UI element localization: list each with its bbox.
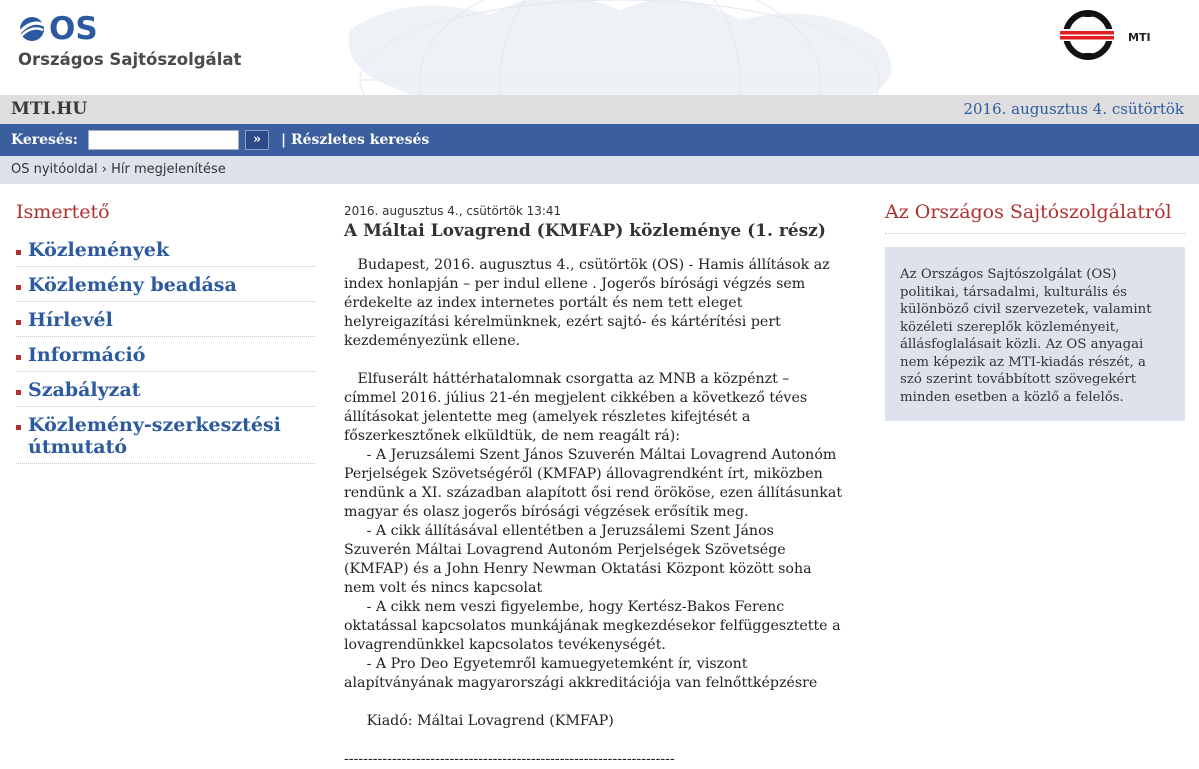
os-logo[interactable] (17, 13, 98, 45)
sidebar-item-label[interactable]: Közlemény beadása (28, 274, 237, 296)
about-text: Az Országos Sajtószolgálat (OS) politikai, társadalmi, kulturális és különböző civil szervezetek, valamint közéleti szereplők közleményeit, állásfoglalásait közli. Az OS anyagai nem képezik az MTI-kiadás részét, a szó szerint továbbított szövegekért minden esetben a közlő a felelős. (900, 267, 1152, 405)
right-sidebar (870, 184, 1199, 747)
article-paragraph: - A Pro Deo Egyetemről kamuegyetemként ír, viszont alapítványának magyarországi akkreditációja van felnőttképzésre (344, 656, 818, 691)
mti-logo-text: MTI (1128, 30, 1151, 44)
article-datetime: 2016. augusztus 4., csütörtök 13:41 (344, 204, 562, 218)
mti-emblem-icon (1058, 7, 1126, 63)
breadcrumb-home-link[interactable]: OS nyitóoldal (11, 162, 98, 177)
about-box (885, 247, 1185, 421)
article-paragraph: Elfuserált háttérhatalomnak csorgatta az MNB a közpénzt – címmel 2016. július 21-én megjelent cikkében a következő téves állításokat jelentette meg (amelyek részletes kifejtését a főszerkesztőnek elküldtük, de nem reagált rá): (344, 371, 812, 444)
article-paragraph: - A cikk állításával ellentétben a Jeruzsálemi Szent János Szuverén Máltai Lovagrend Autonóm Perjelségek Szövetsége (KMFAP) és a John Henry Newman Oktatási Központ között soha nem volt és nincs kapcsolat (344, 523, 817, 596)
os-swoosh-icon (17, 15, 47, 43)
article-column (326, 184, 870, 767)
current-date: 2016. augusztus 4. csütörtök (963, 100, 1184, 118)
sidebar-item-szabalyzat[interactable] (16, 376, 315, 407)
article-paragraph: - A Jeruzsálemi Szent János Szuverén Máltai Lovagrend Autonóm Perjelségek Szövetségéről (KMFAP) állovagrendként írt, miközben rendünk a XI. században alapított ősi rend örököse, ezen állításunkat magyar és olasz jogerős bírósági végzések erősítik meg. (344, 447, 847, 520)
article-paragraph: Budapest, 2016. augusztus 4., csütörtök (OS) - Hamis állítások az index honlapján – per indul ellene . Jogerős bírósági végzés sem érdekelte az index internetes portált és nem tett eleget helyreigazítási kérelmünknek, ezért sajtó- és kártérítési pert kezdeményezünk ellene. (344, 257, 835, 349)
mti-hu-link[interactable]: MTI.HU (11, 99, 88, 119)
about-divider (885, 233, 1185, 234)
sidebar-item-label[interactable]: Információ (28, 344, 146, 366)
sidebar-item-hirlevel[interactable] (16, 306, 315, 337)
bullet-icon (16, 320, 21, 325)
mti-logo[interactable] (1058, 7, 1151, 63)
sidebar-item-kozlemenyek[interactable] (16, 236, 315, 267)
advanced-search-link[interactable]: | Részletes keresés (281, 132, 430, 148)
article-publisher: Kiadó: Máltai Lovagrend (KMFAP) (344, 713, 614, 729)
article-title: A Máltai Lovagrend (KMFAP) közleménye (1. rész) (344, 221, 826, 241)
sidebar-item-label[interactable]: Szabályzat (28, 379, 141, 401)
sidebar-item-label[interactable]: Közlemény-szerkesztési útmutató (28, 414, 281, 458)
article-paragraph: - A cikk nem veszi figyelembe, hogy Kertész-Bakos Ferenc oktatással kapcsolatos munkájának megkezdésekor felfüggesztette a lovagrendünkkel kapcsolatos tevékenységét. (344, 599, 846, 653)
bullet-icon (16, 285, 21, 290)
sidebar-nav (16, 236, 315, 468)
site-title: Országos Sajtószolgálat (18, 50, 242, 69)
os-logo-text: OS (49, 11, 98, 47)
breadcrumb-current: Hír megjelenítése (111, 162, 226, 177)
sidebar-item-kozlemeny-beadasa[interactable] (16, 271, 315, 302)
search-bar (0, 124, 1199, 156)
left-sidebar (0, 184, 326, 747)
bullet-icon (16, 250, 21, 255)
search-input[interactable] (88, 130, 239, 150)
top-bar (0, 95, 1199, 124)
bullet-icon (16, 425, 21, 430)
search-label: Keresés: (11, 132, 78, 148)
site-header (0, 0, 1199, 95)
sidebar-heading: Ismertető (16, 201, 110, 223)
bullet-icon (16, 355, 21, 360)
sidebar-item-label[interactable]: Hírlevél (28, 309, 113, 331)
article-body (344, 256, 847, 769)
sidebar-item-informacio[interactable] (16, 341, 315, 372)
breadcrumb (0, 156, 1199, 184)
sidebar-item-label[interactable]: Közlemények (28, 239, 170, 261)
search-submit-button[interactable]: » (245, 130, 269, 150)
sidebar-item-szerkesztesi-utmutato[interactable] (16, 411, 315, 464)
article-divider: --------------------------------------------------------------------- (344, 751, 675, 767)
bullet-icon (16, 390, 21, 395)
about-heading: Az Országos Sajtószolgálatról (885, 201, 1172, 223)
breadcrumb-separator: › (97, 162, 112, 177)
